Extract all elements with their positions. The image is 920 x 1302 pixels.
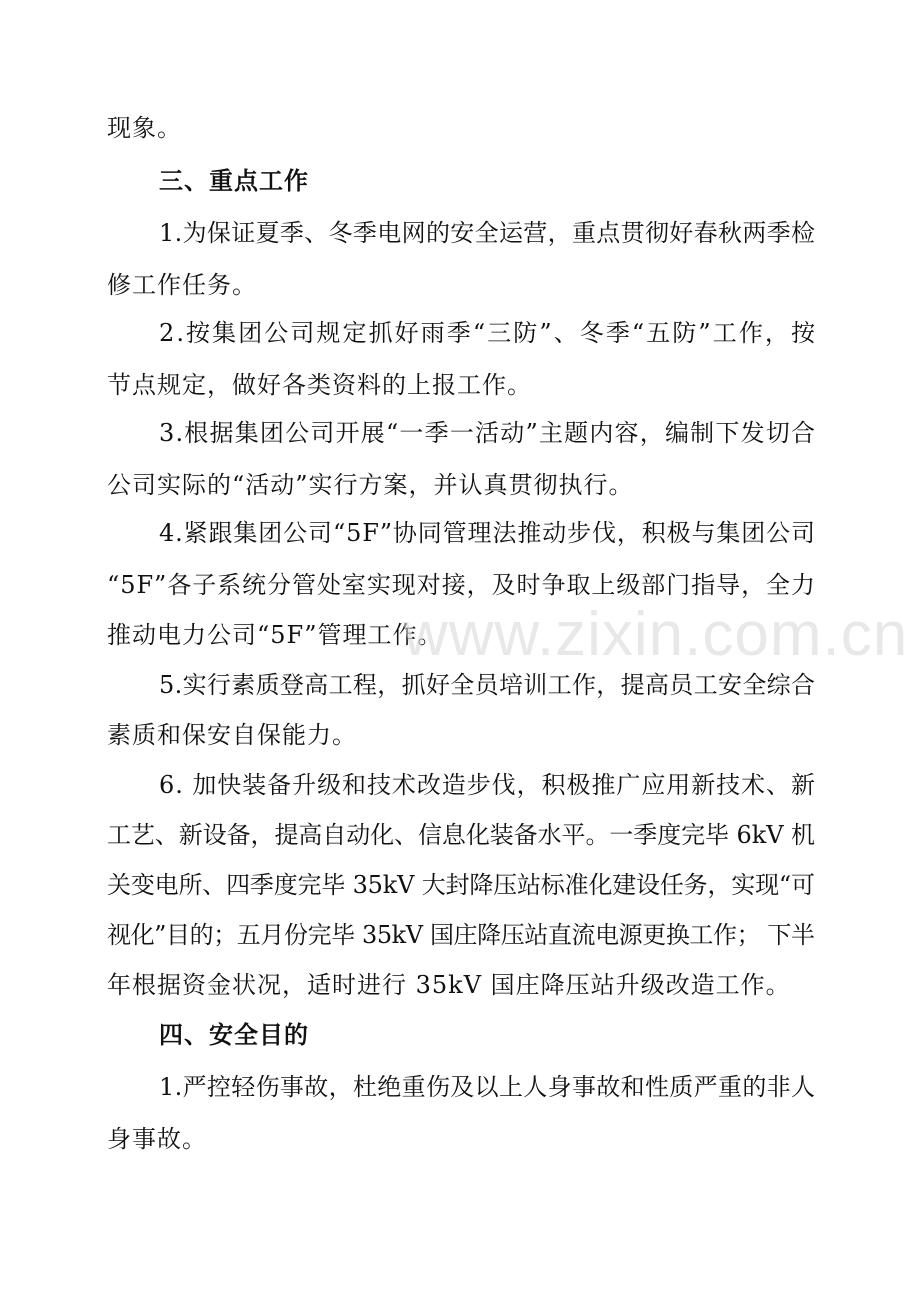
list-item-line: 1.严控轻伤事故，杜绝重伤及以上人身事故和性质严重的非人 — [159, 1073, 816, 1101]
body-text-line: 视化”目的；五月份完毕 35kV 国庄降压站直流电源更换工作； 下半 — [107, 921, 815, 949]
body-text-line: 修工作任务。 — [107, 271, 257, 299]
body-text-line: 推动电力公司“5F”管理工作。 — [107, 621, 443, 649]
list-item-line: 5.实行素质登高工程，抓好全员培训工作，提高员工安全综合 — [159, 671, 816, 699]
list-item-line: 4.紧跟集团公司“5F”协同管理法推动步伐，积极与集团公司 — [159, 519, 816, 547]
body-text-line: 节点规定，做好各类资料的上报工作。 — [107, 371, 532, 399]
body-text-line: 工艺、新设备，提高自动化、信息化装备水平。一季度完毕 6kV 机 — [107, 821, 815, 849]
section-heading: 四、安全目的 — [159, 1021, 309, 1049]
body-text-line: 关变电所、四季度完毕 35kV 大封降压站标准化建设任务，实现“可 — [107, 871, 815, 899]
body-text-line: 公司实际的“活动”实行方案，并认真贯彻执行。 — [107, 471, 634, 499]
watermark: www.zixin.com.cn — [403, 600, 909, 669]
section-heading: 三、重点工作 — [159, 167, 309, 195]
body-text-line: 年根据资金状况，适时进行 35kV 国庄降压站升级改造工作。 — [107, 971, 791, 999]
body-text-line: 现象。 — [107, 114, 182, 142]
list-item-line: 2.按集团公司规定抓好雨季“三防”、冬季“五防”工作，按 — [159, 319, 818, 347]
list-item-line: 6. 加快装备升级和技术改造步伐，积极推广应用新技术、新 — [159, 771, 816, 799]
list-item-line: 3.根据集团公司开展“一季一活动”主题内容，编制下发切合 — [159, 419, 817, 447]
list-item-line: 1.为保证夏季、冬季电网的安全运营，重点贯彻好春秋两季检 — [159, 219, 816, 247]
body-text-line: “5F”各子系统分管处室实现对接，及时争取上级部门指导，全力 — [107, 571, 816, 599]
body-text-line: 素质和保安自保能力。 — [107, 721, 357, 749]
body-text-line: 身事故。 — [107, 1125, 207, 1153]
